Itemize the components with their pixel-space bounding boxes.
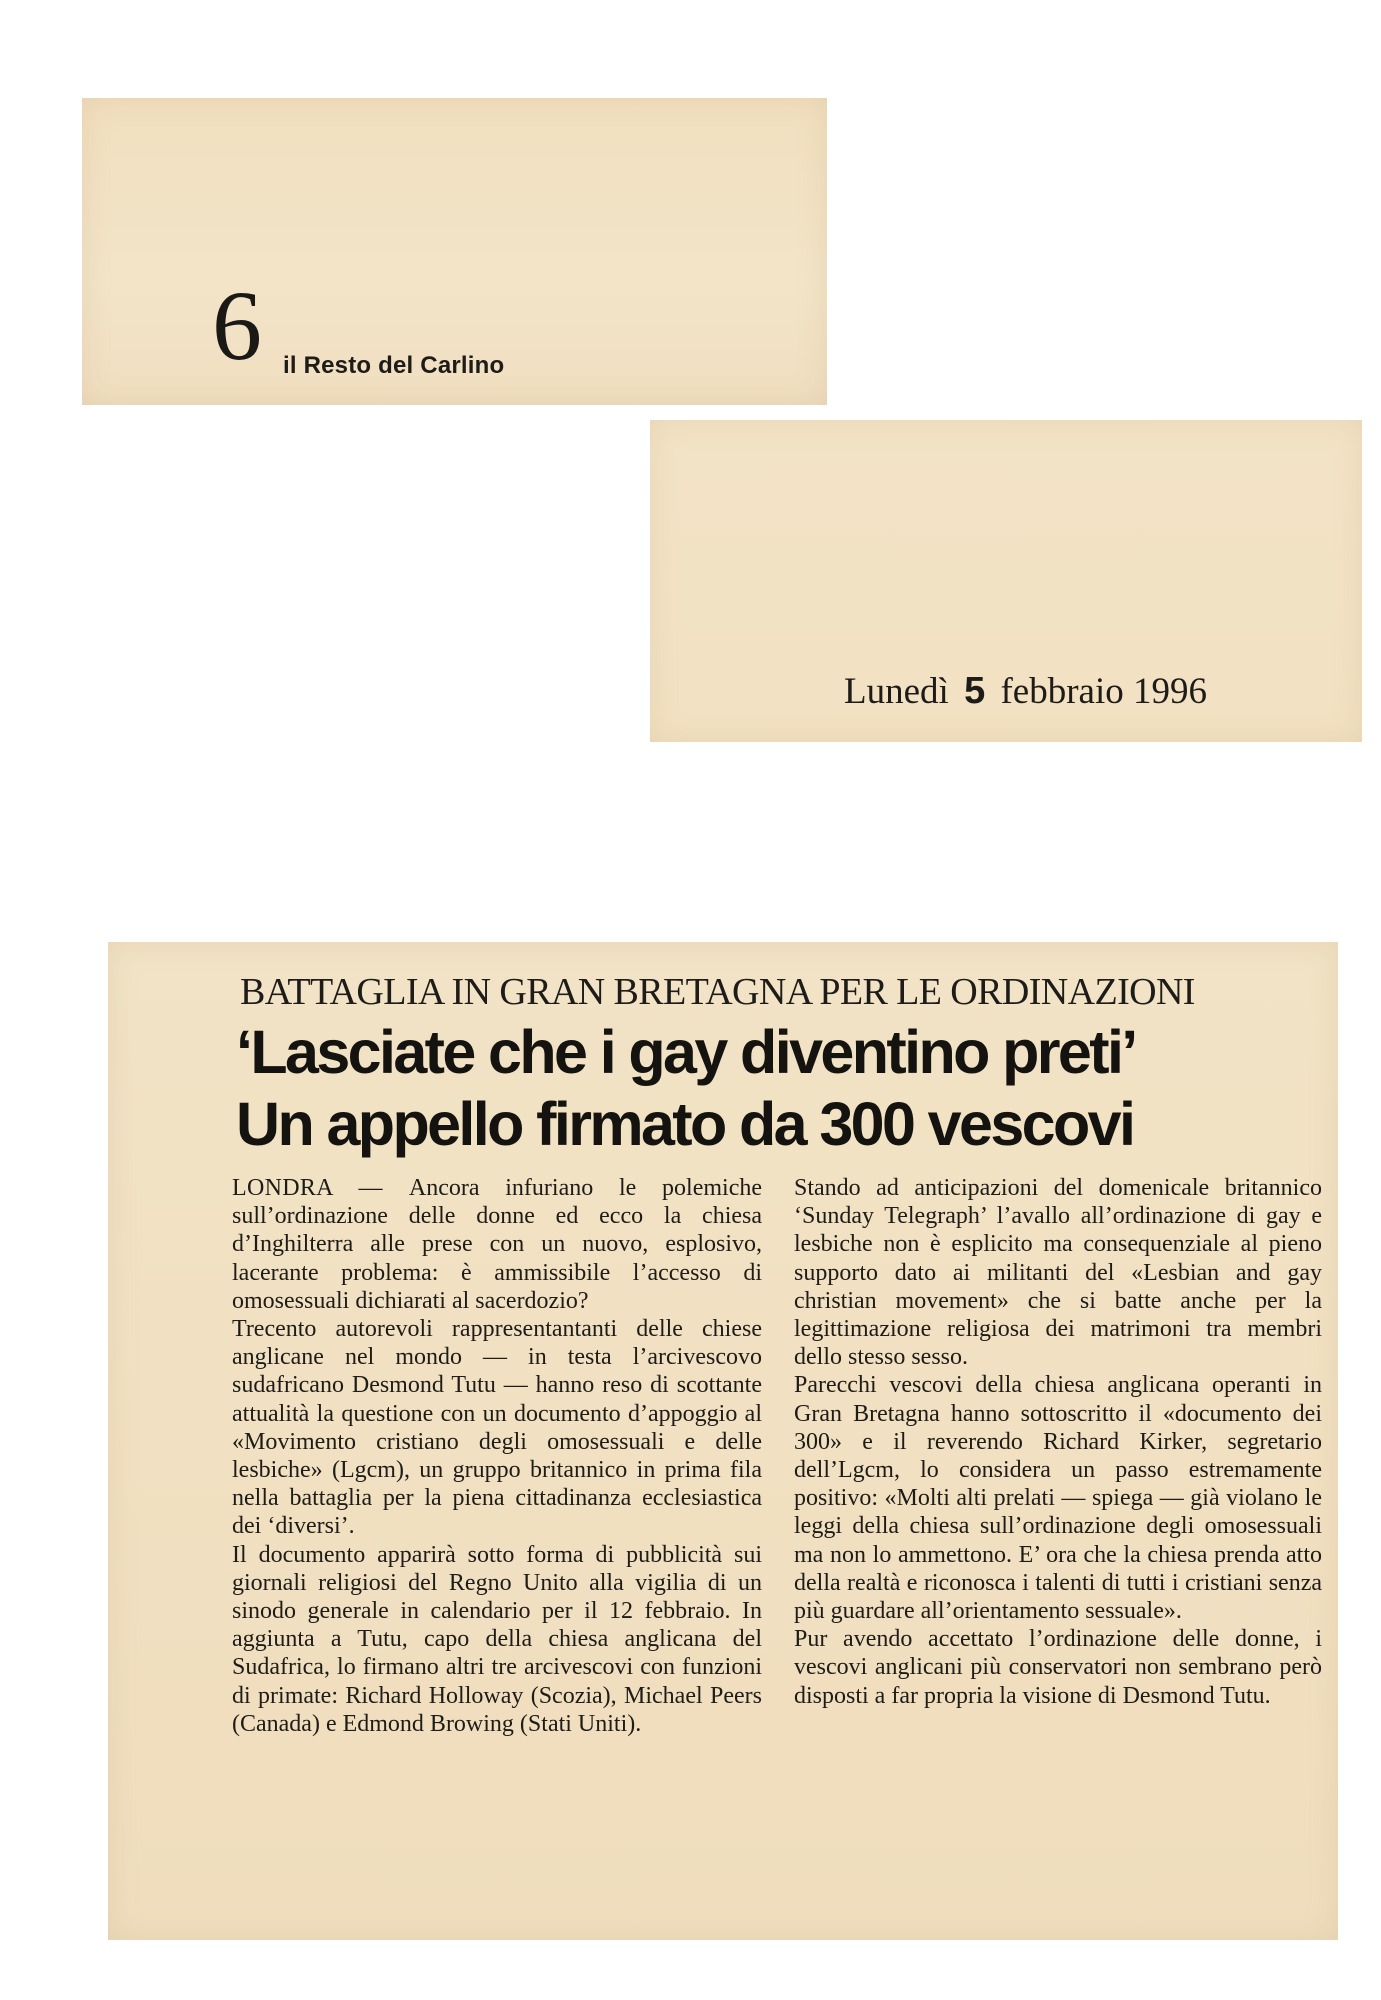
headline-line-1: ‘Lasciate che i gay diventino preti’	[236, 1018, 1136, 1086]
date-month-year: febbraio 1996	[1000, 671, 1207, 712]
page-number: 6	[212, 270, 262, 381]
masthead-clipping	[82, 98, 827, 405]
article-clipping	[108, 942, 1338, 1940]
paragraph: Trecento autorevoli rappresentantanti delle chiese anglicane nel mondo — in testa l’arcivescovo sudafricano Desmond Tutu — hanno reso di scottante attualità la questione con un documento d’appoggio al «Movimento cristiano degli omosessuali e delle lesbiche» (Lgcm), un gruppo britannico in prima fila nella battaglia per la piena cittadinanza ecclesiastica dei ‘diversi’.	[232, 1316, 762, 1540]
paragraph: Pur avendo accettato l’ordinazione delle donne, i vescovi anglicani più conservatori non sembrano però disposti a far propria la visione di Desmond Tutu.	[794, 1626, 1322, 1709]
paragraph: Stando ad anticipazioni del domenicale britannico ‘Sunday Telegraph’ l’avallo all’ordinazione di gay e lesbiche non è esplicito ma consequenziale al pieno supporto dato ai militanti del «Lesbian and gay christian movement» che si batte anche per la legittimazione religiosa dei matrimoni tra membri dello stesso sesso.	[794, 1175, 1322, 1371]
paragraph: LONDRA — Ancora infuriano le polemiche sull’ordinazione delle donne ed ecco la chiesa d’Inghilterra alle prese con un nuovo, esplosivo, lacerante problema: è ammissibile l’accesso di omosessuali dichiarati al sacerdozio?	[232, 1175, 762, 1314]
article-column-left	[232, 1174, 762, 1738]
issue-date	[844, 670, 1207, 713]
headline-line-2: Un appello firmato da 300 vescovi	[236, 1090, 1134, 1158]
date-weekday: Lunedì	[844, 671, 949, 712]
article-column-right	[794, 1174, 1322, 1710]
dateline: LONDRA —	[232, 1175, 409, 1201]
newspaper-name: il Resto del Carlino	[283, 352, 505, 379]
paragraph: Il documento apparirà sotto forma di pubblicità sui giornali religiosi del Regno Unito alla vigilia di un sinodo generale in calendario per il 12 febbraio. In aggiunta a Tutu, capo della chiesa anglicana del Sudafrica, lo firmano altri tre arcivescovi con funzioni di primate: Richard Holloway (Scozia), Michael Peers (Canada) e Edmond Browing (Stati Uniti).	[232, 1541, 762, 1737]
date-day: 5	[964, 670, 986, 712]
date-clipping	[650, 420, 1362, 742]
paragraph: Parecchi vescovi della chiesa anglicana operanti in Gran Bretagna hanno sottoscritto il «documento dei 300» e il reverendo Richard Kirker, segretario dell’Lgcm, lo considera un passo estremamente positivo: «Molti alti prelati — spiega — già violano le leggi della chiesa sull’ordinazione degli omosessuali ma non lo ammettono. E’ ora che la chiesa prenda atto della realtà e riconosca i talenti di tutti i cristiani senza più guardare all’orientamento sessuale».	[794, 1372, 1322, 1625]
article-kicker: BATTAGLIA IN GRAN BRETAGNA PER LE ORDINAZIONI	[240, 971, 1195, 1013]
